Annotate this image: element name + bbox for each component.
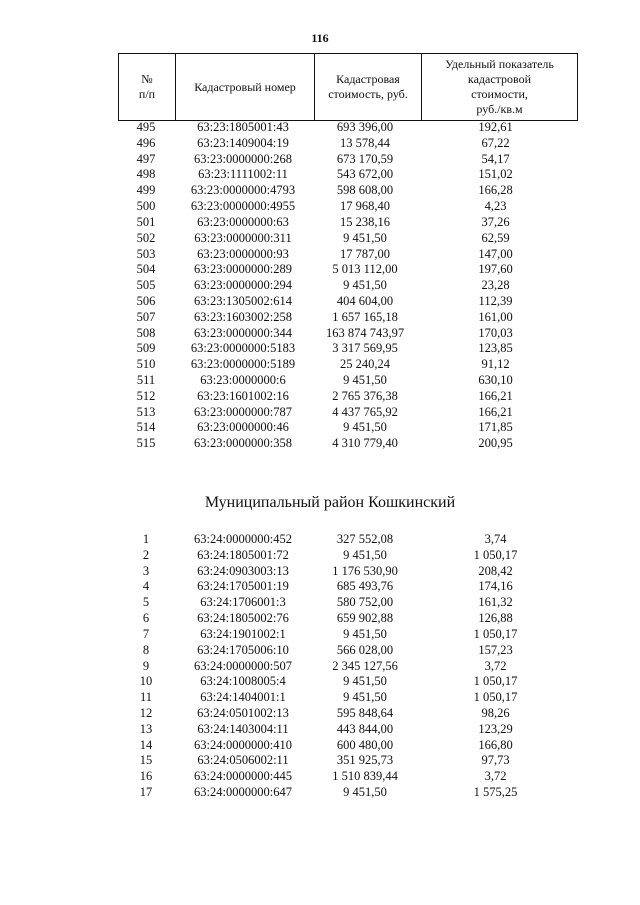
row-number: 510 [136,357,156,372]
specific-value: 123,29 [478,721,513,736]
table-row [118,405,573,421]
specific-value: 3,72 [484,769,507,784]
table-row [118,706,573,722]
specific-value: 1 575,25 [473,785,518,799]
row-number: 499 [136,183,156,198]
table-row [118,595,573,611]
cadastral-cost: 580 752,00 [336,595,394,610]
specific-value: 166,80 [478,737,513,752]
specific-value: 171,85 [478,420,513,435]
header-cadastral-number-column [176,54,315,121]
table-row [118,247,573,263]
specific-value: 54,17 [481,151,510,166]
row-number: 501 [136,214,156,229]
row-number: 13 [139,721,153,736]
specific-value: 166,21 [478,404,513,419]
cadastral-number: 63:24:0506002:11 [197,753,289,768]
table-row [118,183,573,199]
table-row [118,120,573,136]
cadastral-cost: 595 848,64 [336,705,394,720]
specific-value: 161,32 [478,595,513,610]
table-row [118,373,573,389]
cadastral-cost: 600 480,00 [336,737,394,752]
cadastral-number: 63:23:0000000:268 [194,151,292,166]
specific-value: 67,22 [481,135,510,150]
cadastral-number: 63:24:1404001:1 [200,690,286,705]
header-specific-value-line1: Удельный показатель [445,57,554,71]
table-row [118,167,573,183]
cadastral-number: 63:23:0000000:4793 [190,183,296,198]
table-row [118,436,573,452]
cadastral-cost: 9 451,50 [343,420,387,435]
cadastral-number: 63:23:0000000:289 [194,262,292,277]
specific-value: 147,00 [478,246,513,261]
header-number-sublabel: п/п [138,87,156,101]
cadastral-cost: 1 510 839,44 [332,769,398,784]
row-number: 512 [136,388,156,403]
header-cadastral-cost-sublabel: стоимость, руб. [328,87,408,101]
row-number: 10 [139,674,153,689]
header-specific-value-line2: кадастровой [467,72,532,86]
cadastral-cost: 543 672,00 [336,167,394,182]
table-row [118,136,573,152]
row-number: 11 [139,690,153,705]
specific-value: 97,73 [481,753,510,768]
table-row [118,278,573,294]
cadastral-number: 63:23:0000000:358 [194,436,292,451]
cadastral-cost: 693 396,00 [336,120,394,134]
row-number: 496 [136,135,156,150]
table-row [118,659,573,675]
cadastral-number: 63:23:1305002:614 [194,293,292,308]
table-row [118,738,573,754]
cadastral-number: 63:24:0000000:445 [194,769,292,784]
cadastral-number: 63:24:1805002:76 [197,611,289,626]
row-number: 3 [142,563,150,578]
table-row [118,152,573,168]
row-number: 514 [136,420,156,435]
cadastral-cost: 13 578,44 [340,135,390,150]
row-number: 515 [136,436,156,451]
cadastral-cost: 2 765 376,38 [332,388,398,403]
cadastral-cost: 4 310 779,40 [332,436,398,451]
row-number: 1 [142,532,150,546]
specific-value: 161,00 [478,309,513,324]
cadastral-cost: 17 787,00 [340,246,390,261]
cadastral-cost: 1 176 530,90 [332,563,398,578]
table-row [118,548,573,564]
row-number: 497 [136,151,156,166]
header-specific-value-line4: руб./кв.м [476,102,523,116]
specific-value: 4,23 [484,199,507,214]
section-title: Муниципальный район Кошкинский [204,494,456,511]
cadastral-number: 63:24:0000000:647 [194,785,292,799]
page-number: 116 [311,31,329,45]
header-cadastral-cost-label: Кадастровая [336,72,400,86]
cadastral-number: 63:24:0000000:410 [194,737,292,752]
specific-value: 1 050,17 [473,674,518,689]
cadastral-cost: 9 451,50 [343,230,387,245]
specific-value: 126,88 [478,611,513,626]
cadastral-cost: 4 437 765,92 [332,404,398,419]
specific-value: 3,74 [484,532,507,546]
table-row [118,611,573,627]
table-row [118,231,573,247]
cadastral-cost: 327 552,08 [336,532,394,546]
cadastral-number: 63:23:1603002:258 [194,309,292,324]
row-number: 508 [136,325,156,340]
table-body-first [118,120,573,452]
cadastral-number: 63:23:0000000:4955 [190,199,296,214]
header-number-column [119,54,176,121]
cadastral-cost: 351 925,73 [336,753,394,768]
row-number: 17 [139,785,153,799]
row-number: 502 [136,230,156,245]
table-row [118,420,573,436]
header-cadastral-cost-column [315,54,422,121]
cadastral-number: 63:24:1805001:72 [197,547,289,562]
cadastral-number: 63:24:1706001:3 [200,595,286,610]
cadastral-number: 63:23:0000000:344 [194,325,292,340]
cadastral-cost: 685 493,76 [336,579,394,594]
specific-value: 98,26 [481,705,510,720]
table-row [118,564,573,580]
cadastral-cost: 404 604,00 [336,293,394,308]
specific-value: 112,39 [478,293,513,308]
cadastral-cost: 15 238,16 [340,214,390,229]
cadastral-cost: 9 451,50 [343,690,387,705]
cadastral-number: 63:24:1403004:11 [197,721,289,736]
table-row [118,341,573,357]
table-row [118,199,573,215]
row-number: 15 [139,753,153,768]
cadastral-number: 63:24:1705006:10 [197,642,289,657]
cadastral-cost: 9 451,50 [343,785,387,799]
cadastral-cost: 1 657 165,18 [332,309,398,324]
header-cadastral-number-label: Кадастровый номер [194,79,296,94]
row-number: 511 [136,373,156,387]
table-row [118,643,573,659]
cadastral-cost: 9 451,50 [343,547,387,562]
cadastral-number: 63:23:0000000:46 [197,420,289,435]
table-row [118,294,573,310]
cadastral-number: 63:24:0903003:13 [197,563,289,578]
cadastral-number: 63:23:1805001:43 [197,120,289,134]
cadastral-cost: 659 902,88 [336,611,394,626]
cadastral-number: 63:24:0000000:507 [194,658,292,673]
cadastral-number: 63:23:0000000:311 [194,230,292,245]
row-number: 500 [136,199,156,214]
cadastral-cost: 9 451,50 [343,674,387,689]
cadastral-number: 63:24:0501002:13 [197,705,289,720]
specific-value: 62,59 [481,230,510,245]
cadastral-number: 63:23:1111002:11 [198,167,288,182]
specific-value: 91,12 [481,357,510,372]
table-row [118,753,573,769]
cadastral-number: 63:23:0000000:93 [197,246,289,261]
cadastral-cost: 25 240,24 [340,357,390,372]
table-row [118,579,573,595]
header-specific-value-column [422,54,578,121]
specific-value: 200,95 [478,436,513,451]
row-number: 12 [139,705,153,720]
cadastral-number: 63:24:1901002:1 [200,626,286,641]
cadastral-number: 63:24:1008005:4 [200,674,286,689]
cadastral-number: 63:23:0000000:63 [197,214,289,229]
table-row [118,326,573,342]
specific-value: 170,03 [478,325,513,340]
cadastral-number: 63:23:0000000:294 [194,278,292,293]
cadastral-number: 63:23:1601002:16 [197,388,289,403]
table-row [118,627,573,643]
cadastral-cost: 598 608,00 [336,183,394,198]
table-row [118,357,573,373]
cadastral-number: 63:23:0000000:6 [200,373,286,387]
specific-value: 174,16 [478,579,513,594]
row-number: 495 [136,120,156,134]
cadastral-number: 63:23:0000000:5189 [190,357,296,372]
row-number: 9 [142,658,150,673]
cadastral-cost: 9 451,50 [343,626,387,641]
table-header [118,53,578,121]
header-number-label: № [141,72,153,86]
row-number: 513 [136,404,156,419]
table-row [118,215,573,231]
cadastral-number: 63:23:0000000:787 [194,404,292,419]
specific-value: 197,60 [478,262,513,277]
table-row [118,722,573,738]
cadastral-cost: 673 170,59 [336,151,394,166]
row-number: 504 [136,262,156,277]
row-number: 5 [142,595,150,610]
table-row [118,785,573,801]
table-row [118,262,573,278]
table-row [118,690,573,706]
table-row [118,769,573,785]
row-number: 505 [136,278,156,293]
table-row [118,532,573,548]
row-number: 506 [136,293,156,308]
row-number: 509 [136,341,156,356]
cadastral-cost: 443 844,00 [336,721,394,736]
cadastral-cost: 566 028,00 [336,642,394,657]
header-specific-value-line3: стоимости, [471,87,528,101]
row-number: 6 [142,611,150,626]
specific-value: 166,28 [478,183,513,198]
specific-value: 1 050,17 [473,626,518,641]
cadastral-number: 63:24:1705001:19 [197,579,289,594]
cadastral-cost: 17 968,40 [340,199,390,214]
specific-value: 151,02 [478,167,513,182]
specific-value: 192,61 [478,120,513,134]
cadastral-cost: 9 451,50 [343,278,387,293]
table-body-second [118,532,573,801]
cadastral-number: 63:23:1409004:19 [197,135,289,150]
specific-value: 157,23 [478,642,513,657]
cadastral-number: 63:24:0000000:452 [194,532,292,546]
specific-value: 37,26 [481,214,510,229]
row-number: 14 [139,737,153,752]
cadastral-cost: 5 013 112,00 [332,262,398,277]
specific-value: 1 050,17 [473,547,518,562]
specific-value: 23,28 [481,278,510,293]
row-number: 8 [142,642,150,657]
row-number: 507 [136,309,156,324]
specific-value: 3,72 [484,658,507,673]
row-number: 7 [142,626,150,641]
cadastral-cost: 9 451,50 [343,373,387,387]
specific-value: 123,85 [478,341,513,356]
row-number: 4 [142,579,150,594]
row-number: 503 [136,246,156,261]
table-row [118,389,573,405]
specific-value: 208,42 [478,563,513,578]
specific-value: 166,21 [478,388,513,403]
row-number: 16 [139,769,153,784]
cadastral-cost: 163 874 743,97 [325,325,405,340]
cadastral-number: 63:23:0000000:5183 [190,341,296,356]
cadastral-cost: 3 317 569,95 [332,341,398,356]
cadastral-cost: 2 345 127,56 [332,658,398,673]
specific-value: 1 050,17 [473,690,518,705]
row-number: 498 [136,167,156,182]
table-row [118,674,573,690]
row-number: 2 [142,547,150,562]
table-row [118,310,573,326]
specific-value: 630,10 [478,373,513,387]
